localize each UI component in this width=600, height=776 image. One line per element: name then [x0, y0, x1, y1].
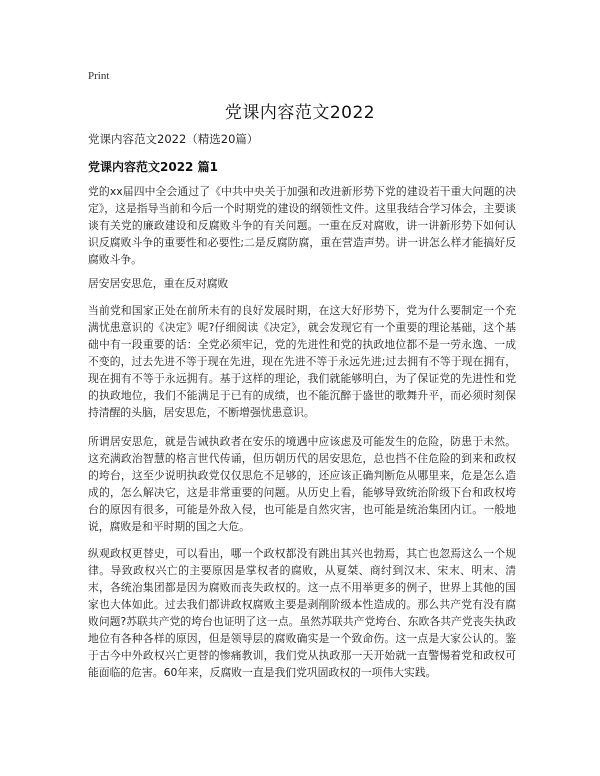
paragraph-subheading: 居安居安思危，重在反对腐败 — [88, 277, 229, 290]
section-heading: 党课内容范文2022 篇1 — [88, 160, 218, 174]
paragraph-4: 纵观政权更替史，可以看出，哪一个政权都没有跳出其兴也勃焉，其亡也忽焉这么一个规律。导致政权兴亡的主要原因是掌权者的腐败，从夏桀、商纣到汉末、宋末、明末、清末，各统治集团都是因为腐败而丧失政权的。这一点不用举更多的例子，世界上其他的国家也大体如此。过去我们都讲政权腐败主要是剥削阶级本性造成的。那么共产党有没有腐败问题?苏联共产党的垮台也证明了这一点。虽然苏联共产党垮台、东欧各共产党丧失执政地位有各种各样的原因，但是领导层的腐败确实是一个致命伤。这一点是大家公认的。鉴于古今中外政权兴亡更替的惨痛教训，我们党从执政那一天开始就一直警惕着党和政权可能面临的危害。60年来，反腐败一直是我们党巩固政权的一项伟大实践。 — [88, 547, 516, 679]
print-label: Print — [88, 70, 110, 82]
document-title: 党课内容范文2022 — [224, 103, 376, 123]
paragraph-2: 当前党和国家正处在前所未有的良好发展时期，在这大好形势下，党为什么要制定一个充满忧患意识的《决定》呢?仔细阅读《决定》，就会发现它有一个重要的理论基础，这个基础中有一段重要的话：全党必须牢记，党的先进性和党的执政地位都不是一劳永逸、一成不变的，过去先进不等于现在先进，现在先进不等于永远先进;过去拥有不等于现在拥有，现在拥有不等于永远拥有。基于这样的理论，我们就能够明白，为了保证党的先进性和党的执政地位，我们不能满足于已有的成绩，也不能沉醉于盛世的歌舞升平，而必须时刻保持清醒的头脑，居安思危，不断增强忧患意识。 — [88, 304, 516, 419]
paragraph-3: 所谓居安思危，就是告诫执政者在安乐的境遇中应该虑及可能发生的危险，防患于未然。这充满政治智慧的格言世代传诵，但历朝历代的居安思危，总也挡不住危险的到来和政权的垮台，这至少说明执政党仅仅思危不足够的，还应该正确判断危从哪里来，危是怎么造成的，怎么解决它，这是非常重要的问题。从历史上看，能够导致统治阶级下台和政权垮台的原因有很多，可能是外敌入侵，也可能是自然灾害，也可能是统治集团内讧。一般地说，腐败是和平时期的国之大危。 — [88, 435, 516, 533]
paragraph-intro: 党的xx届四中全会通过了《中共中央关于加强和改进新形势下党的建设若干重大问题的决定》，这是指导当前和今后一个时期党的建设的纲领性文件。这里我结合学习体会，主要谈谈有关党的廉政建设和反腐败斗争的有关问题。一重在反对腐败，讲一讲新形势下如何认识反腐败斗争的重要性和必要性;二是反腐防腐，重在营造声势。讲一讲怎么样才能搞好反腐败斗争。 — [88, 185, 516, 266]
document-subtitle: 党课内容范文2022（精选20篇） — [88, 132, 259, 146]
